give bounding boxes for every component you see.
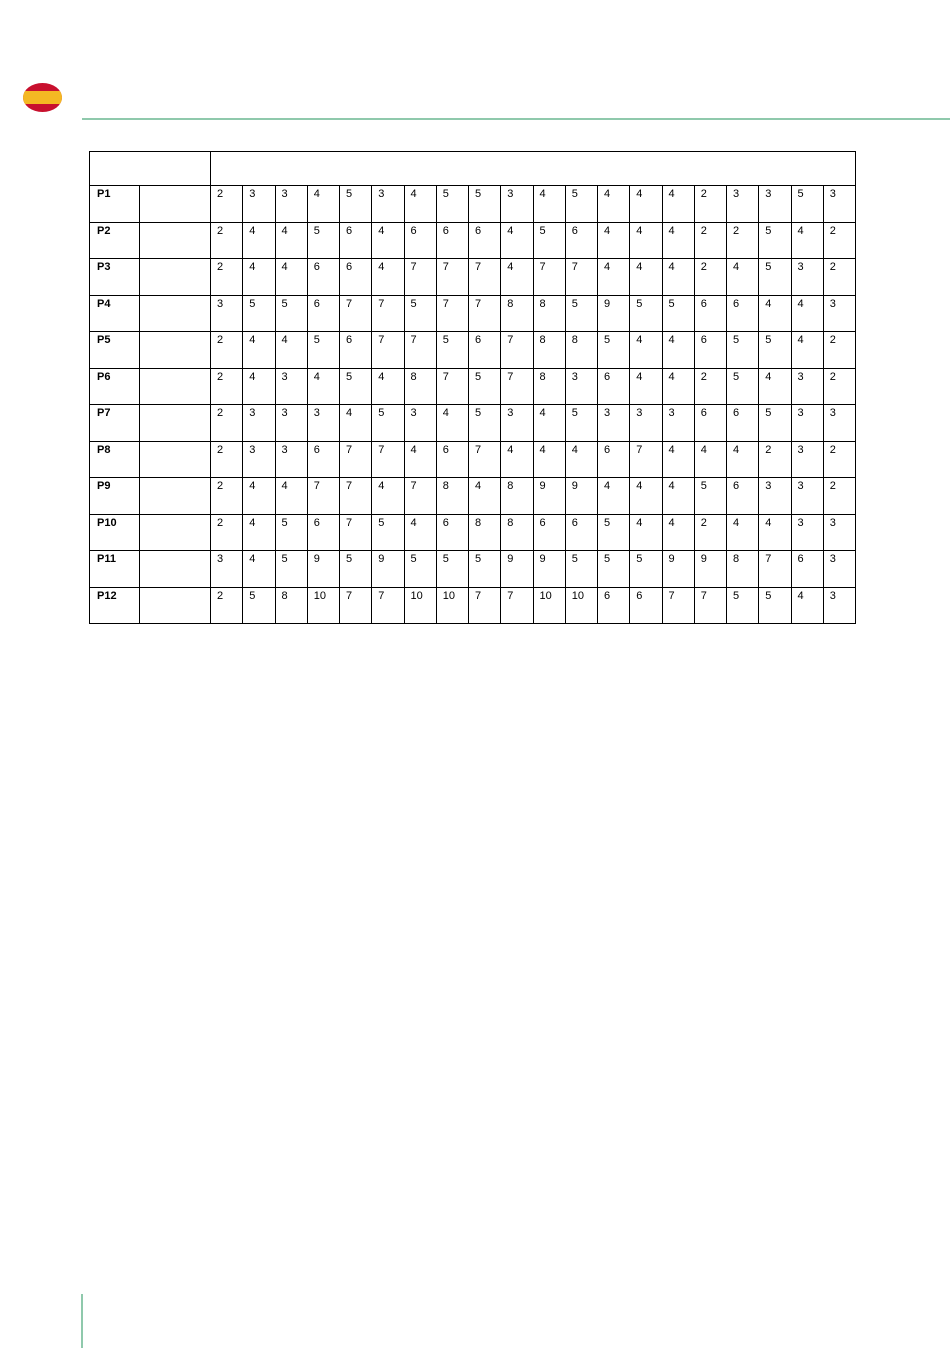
value-cell: 6 [630, 587, 662, 624]
value-cell: 4 [275, 332, 307, 369]
value-cell: 2 [211, 587, 243, 624]
value-cell: 5 [340, 551, 372, 588]
value-cell: 7 [340, 587, 372, 624]
value-cell: 5 [436, 551, 468, 588]
value-cell: 5 [598, 332, 630, 369]
value-cell: 4 [630, 222, 662, 259]
table-row [90, 295, 856, 332]
value-cell: 7 [501, 587, 533, 624]
row-label: P12 [90, 587, 140, 624]
value-cell: 6 [307, 259, 339, 296]
value-cell: 7 [469, 295, 501, 332]
value-cell: 2 [211, 368, 243, 405]
row-blank-cell [140, 478, 211, 515]
value-cell: 6 [436, 222, 468, 259]
value-cell: 3 [275, 405, 307, 442]
value-cell: 5 [533, 222, 565, 259]
value-cell: 9 [565, 478, 597, 515]
value-cell: 9 [662, 551, 694, 588]
value-cell: 5 [436, 332, 468, 369]
value-cell: 2 [823, 332, 855, 369]
value-cell: 4 [759, 368, 791, 405]
row-blank-cell [140, 587, 211, 624]
value-cell: 2 [211, 514, 243, 551]
row-blank-cell [140, 514, 211, 551]
value-cell: 3 [791, 441, 823, 478]
value-cell: 5 [630, 295, 662, 332]
value-cell: 3 [823, 514, 855, 551]
value-cell: 5 [630, 551, 662, 588]
value-cell: 5 [565, 551, 597, 588]
table-header-row [90, 152, 856, 186]
value-cell: 5 [275, 295, 307, 332]
value-cell: 4 [759, 514, 791, 551]
value-cell: 6 [727, 405, 759, 442]
value-cell: 7 [372, 295, 404, 332]
value-cell: 3 [630, 405, 662, 442]
value-cell: 4 [243, 514, 275, 551]
value-cell: 4 [243, 222, 275, 259]
value-cell: 5 [275, 514, 307, 551]
value-cell: 6 [727, 478, 759, 515]
value-cell: 3 [727, 186, 759, 223]
value-cell: 4 [662, 478, 694, 515]
value-cell: 6 [340, 222, 372, 259]
value-cell: 7 [630, 441, 662, 478]
value-cell: 7 [501, 368, 533, 405]
value-cell: 4 [662, 332, 694, 369]
table-row [90, 551, 856, 588]
row-label: P3 [90, 259, 140, 296]
value-cell: 4 [662, 259, 694, 296]
value-cell: 4 [243, 259, 275, 296]
value-cell: 4 [662, 222, 694, 259]
value-cell: 3 [211, 295, 243, 332]
value-cell: 10 [565, 587, 597, 624]
value-cell: 4 [275, 259, 307, 296]
scores-table-body [90, 152, 856, 624]
value-cell: 6 [791, 551, 823, 588]
value-cell: 3 [501, 405, 533, 442]
value-cell: 3 [791, 514, 823, 551]
value-cell: 10 [307, 587, 339, 624]
value-cell: 7 [662, 587, 694, 624]
value-cell: 6 [469, 332, 501, 369]
value-cell: 2 [694, 259, 726, 296]
value-cell: 2 [211, 478, 243, 515]
value-cell: 6 [436, 441, 468, 478]
value-cell: 5 [727, 587, 759, 624]
value-cell: 3 [275, 186, 307, 223]
value-cell: 7 [469, 259, 501, 296]
value-cell: 7 [307, 478, 339, 515]
value-cell: 8 [565, 332, 597, 369]
value-cell: 5 [727, 368, 759, 405]
value-cell: 4 [533, 405, 565, 442]
value-cell: 7 [501, 332, 533, 369]
row-label: P8 [90, 441, 140, 478]
value-cell: 5 [340, 368, 372, 405]
value-cell: 8 [501, 514, 533, 551]
value-cell: 8 [501, 295, 533, 332]
value-cell: 4 [404, 441, 436, 478]
value-cell: 6 [694, 332, 726, 369]
value-cell: 3 [565, 368, 597, 405]
value-cell: 3 [275, 368, 307, 405]
value-cell: 4 [307, 368, 339, 405]
value-cell: 4 [404, 186, 436, 223]
value-cell: 3 [243, 186, 275, 223]
value-cell: 3 [823, 186, 855, 223]
header-cell-left [90, 152, 211, 186]
value-cell: 4 [630, 332, 662, 369]
header-divider [82, 118, 950, 120]
value-cell: 6 [340, 332, 372, 369]
value-cell: 5 [404, 295, 436, 332]
value-cell: 5 [275, 551, 307, 588]
value-cell: 4 [243, 332, 275, 369]
value-cell: 5 [436, 186, 468, 223]
value-cell: 4 [243, 478, 275, 515]
value-cell: 3 [791, 368, 823, 405]
row-blank-cell [140, 551, 211, 588]
row-blank-cell [140, 441, 211, 478]
value-cell: 2 [694, 368, 726, 405]
value-cell: 5 [243, 295, 275, 332]
value-cell: 3 [211, 551, 243, 588]
table-row [90, 405, 856, 442]
row-label: P4 [90, 295, 140, 332]
value-cell: 8 [404, 368, 436, 405]
value-cell: 10 [436, 587, 468, 624]
value-cell: 6 [727, 295, 759, 332]
row-blank-cell [140, 222, 211, 259]
value-cell: 4 [598, 186, 630, 223]
value-cell: 2 [694, 222, 726, 259]
flag-yellow-band [23, 91, 62, 104]
value-cell: 4 [275, 478, 307, 515]
value-cell: 7 [469, 441, 501, 478]
value-cell: 4 [662, 514, 694, 551]
value-cell: 4 [404, 514, 436, 551]
table-row [90, 332, 856, 369]
value-cell: 3 [823, 405, 855, 442]
value-cell: 6 [598, 587, 630, 624]
value-cell: 8 [727, 551, 759, 588]
value-cell: 4 [372, 368, 404, 405]
value-cell: 7 [340, 514, 372, 551]
value-cell: 7 [340, 441, 372, 478]
value-cell: 4 [727, 441, 759, 478]
value-cell: 8 [436, 478, 468, 515]
table-row [90, 514, 856, 551]
value-cell: 3 [823, 295, 855, 332]
value-cell: 6 [694, 405, 726, 442]
value-cell: 3 [662, 405, 694, 442]
value-cell: 6 [694, 295, 726, 332]
value-cell: 4 [727, 514, 759, 551]
table-row [90, 478, 856, 515]
value-cell: 9 [501, 551, 533, 588]
value-cell: 3 [791, 405, 823, 442]
value-cell: 3 [372, 186, 404, 223]
value-cell: 7 [372, 332, 404, 369]
value-cell: 8 [533, 295, 565, 332]
value-cell: 5 [404, 551, 436, 588]
value-cell: 6 [436, 514, 468, 551]
table-row [90, 259, 856, 296]
value-cell: 8 [469, 514, 501, 551]
value-cell: 7 [404, 332, 436, 369]
value-cell: 5 [759, 332, 791, 369]
value-cell: 5 [694, 478, 726, 515]
value-cell: 4 [372, 478, 404, 515]
value-cell: 5 [662, 295, 694, 332]
value-cell: 4 [662, 186, 694, 223]
value-cell: 7 [372, 587, 404, 624]
row-label: P1 [90, 186, 140, 223]
value-cell: 2 [211, 259, 243, 296]
value-cell: 2 [823, 441, 855, 478]
value-cell: 5 [598, 551, 630, 588]
value-cell: 7 [436, 259, 468, 296]
row-label: P9 [90, 478, 140, 515]
header-cell-right [211, 152, 856, 186]
value-cell: 7 [694, 587, 726, 624]
value-cell: 5 [372, 405, 404, 442]
value-cell: 2 [823, 259, 855, 296]
value-cell: 8 [533, 368, 565, 405]
row-blank-cell [140, 405, 211, 442]
value-cell: 4 [533, 441, 565, 478]
value-cell: 5 [243, 587, 275, 624]
value-cell: 7 [469, 587, 501, 624]
value-cell: 2 [823, 222, 855, 259]
value-cell: 5 [372, 514, 404, 551]
footer-divider [81, 1294, 83, 1348]
value-cell: 3 [759, 186, 791, 223]
value-cell: 4 [727, 259, 759, 296]
value-cell: 4 [340, 405, 372, 442]
value-cell: 4 [501, 222, 533, 259]
value-cell: 7 [404, 478, 436, 515]
value-cell: 4 [372, 259, 404, 296]
value-cell: 3 [759, 478, 791, 515]
value-cell: 5 [340, 186, 372, 223]
value-cell: 5 [598, 514, 630, 551]
value-cell: 7 [533, 259, 565, 296]
value-cell: 4 [436, 405, 468, 442]
value-cell: 3 [307, 405, 339, 442]
value-cell: 7 [436, 368, 468, 405]
value-cell: 4 [469, 478, 501, 515]
value-cell: 4 [630, 514, 662, 551]
value-cell: 5 [469, 405, 501, 442]
value-cell: 9 [533, 478, 565, 515]
row-blank-cell [140, 186, 211, 223]
value-cell: 7 [404, 259, 436, 296]
value-cell: 4 [501, 259, 533, 296]
value-cell: 3 [823, 551, 855, 588]
value-cell: 5 [469, 368, 501, 405]
value-cell: 2 [211, 405, 243, 442]
value-cell: 5 [791, 186, 823, 223]
value-cell: 2 [211, 441, 243, 478]
row-label: P10 [90, 514, 140, 551]
row-blank-cell [140, 332, 211, 369]
value-cell: 8 [275, 587, 307, 624]
value-cell: 5 [727, 332, 759, 369]
value-cell: 4 [243, 551, 275, 588]
value-cell: 4 [662, 441, 694, 478]
spain-flag-icon [23, 83, 62, 112]
value-cell: 7 [565, 259, 597, 296]
value-cell: 8 [533, 332, 565, 369]
value-cell: 5 [759, 259, 791, 296]
value-cell: 6 [404, 222, 436, 259]
value-cell: 4 [598, 222, 630, 259]
value-cell: 5 [307, 222, 339, 259]
value-cell: 7 [759, 551, 791, 588]
value-cell: 6 [598, 441, 630, 478]
value-cell: 4 [501, 441, 533, 478]
value-cell: 4 [791, 222, 823, 259]
row-label: P11 [90, 551, 140, 588]
value-cell: 6 [598, 368, 630, 405]
scores-table [89, 151, 856, 624]
row-blank-cell [140, 368, 211, 405]
value-cell: 9 [307, 551, 339, 588]
value-cell: 2 [694, 514, 726, 551]
value-cell: 4 [533, 186, 565, 223]
value-cell: 10 [533, 587, 565, 624]
value-cell: 4 [791, 587, 823, 624]
value-cell: 2 [694, 186, 726, 223]
row-label: P2 [90, 222, 140, 259]
table-row [90, 368, 856, 405]
value-cell: 3 [404, 405, 436, 442]
value-cell: 5 [565, 295, 597, 332]
value-cell: 6 [533, 514, 565, 551]
value-cell: 4 [372, 222, 404, 259]
value-cell: 2 [727, 222, 759, 259]
value-cell: 5 [469, 186, 501, 223]
value-cell: 3 [791, 478, 823, 515]
value-cell: 4 [791, 295, 823, 332]
value-cell: 4 [598, 478, 630, 515]
value-cell: 4 [759, 295, 791, 332]
value-cell: 7 [372, 441, 404, 478]
value-cell: 7 [436, 295, 468, 332]
row-label: P7 [90, 405, 140, 442]
value-cell: 4 [694, 441, 726, 478]
value-cell: 3 [823, 587, 855, 624]
row-label: P5 [90, 332, 140, 369]
value-cell: 7 [340, 478, 372, 515]
value-cell: 6 [565, 222, 597, 259]
value-cell: 4 [598, 259, 630, 296]
value-cell: 6 [340, 259, 372, 296]
value-cell: 4 [662, 368, 694, 405]
value-cell: 3 [501, 186, 533, 223]
value-cell: 4 [565, 441, 597, 478]
table-row [90, 222, 856, 259]
value-cell: 9 [694, 551, 726, 588]
value-cell: 3 [243, 441, 275, 478]
value-cell: 8 [501, 478, 533, 515]
row-blank-cell [140, 295, 211, 332]
row-label: P6 [90, 368, 140, 405]
value-cell: 5 [469, 551, 501, 588]
value-cell: 3 [791, 259, 823, 296]
value-cell: 4 [791, 332, 823, 369]
table-row [90, 587, 856, 624]
table-row [90, 186, 856, 223]
value-cell: 5 [759, 405, 791, 442]
value-cell: 5 [565, 405, 597, 442]
value-cell: 5 [565, 186, 597, 223]
value-cell: 2 [211, 332, 243, 369]
value-cell: 2 [823, 478, 855, 515]
value-cell: 4 [630, 368, 662, 405]
value-cell: 9 [372, 551, 404, 588]
value-cell: 6 [307, 295, 339, 332]
value-cell: 4 [275, 222, 307, 259]
value-cell: 10 [404, 587, 436, 624]
value-cell: 6 [307, 514, 339, 551]
value-cell: 2 [211, 222, 243, 259]
value-cell: 6 [469, 222, 501, 259]
value-cell: 4 [243, 368, 275, 405]
table-row [90, 441, 856, 478]
row-blank-cell [140, 259, 211, 296]
value-cell: 9 [533, 551, 565, 588]
value-cell: 2 [211, 186, 243, 223]
value-cell: 7 [340, 295, 372, 332]
value-cell: 5 [759, 222, 791, 259]
value-cell: 6 [565, 514, 597, 551]
value-cell: 6 [307, 441, 339, 478]
value-cell: 2 [759, 441, 791, 478]
value-cell: 5 [307, 332, 339, 369]
value-cell: 3 [275, 441, 307, 478]
value-cell: 9 [598, 295, 630, 332]
value-cell: 4 [630, 259, 662, 296]
value-cell: 4 [630, 186, 662, 223]
value-cell: 4 [630, 478, 662, 515]
value-cell: 3 [243, 405, 275, 442]
value-cell: 4 [307, 186, 339, 223]
value-cell: 2 [823, 368, 855, 405]
value-cell: 3 [598, 405, 630, 442]
value-cell: 5 [759, 587, 791, 624]
